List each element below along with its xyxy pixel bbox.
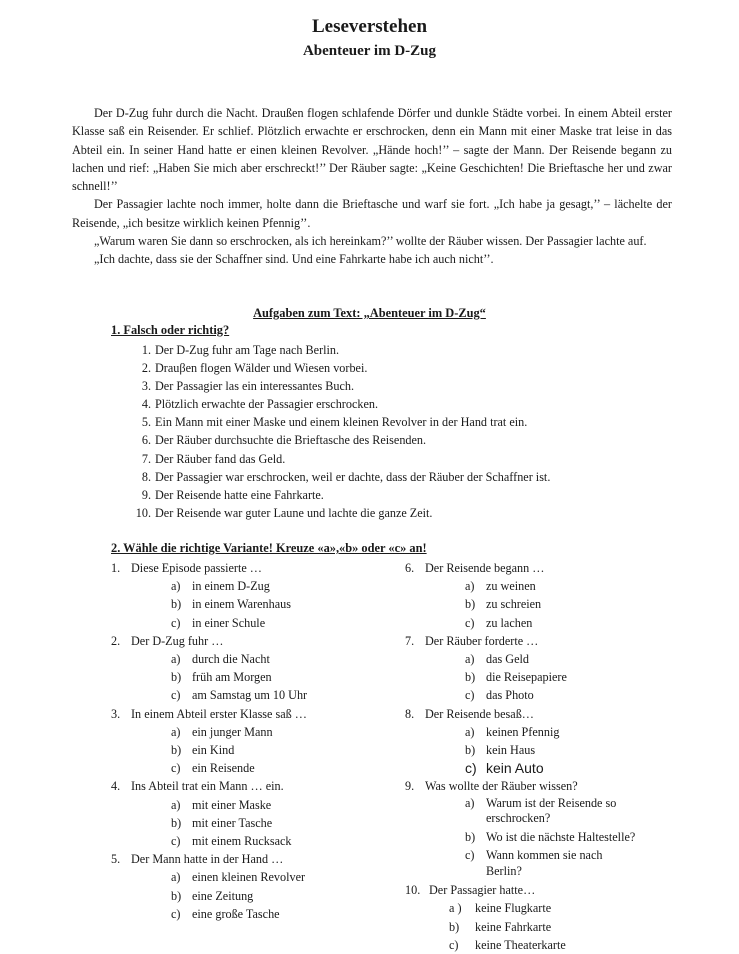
story-text [72,104,672,269]
option-letter: c) [465,848,475,863]
item-number: 7. [141,451,151,466]
questions-left-column [111,559,401,923]
section1-heading: 1. Falsch oder richtig? [111,323,230,337]
question-number: 10. [405,883,421,898]
answer-option [405,918,705,936]
option-letter: c) [465,615,475,630]
question-stem: Der Passagier hatte… [429,883,536,898]
option-text: keine Fahrkarte [475,919,552,934]
question-number: 8. [405,706,415,721]
answer-option [111,668,401,686]
option-text: Wann kommen sie nach Berlin? [486,848,603,878]
list-item [113,377,550,395]
option-text: die Reisepapiere [486,670,567,685]
answer-option [405,936,705,954]
option-text: kein Haus [486,743,536,758]
answer-option [111,796,401,814]
item-number: 6. [141,433,151,448]
answer-option [111,832,401,850]
option-letter: a) [171,797,181,812]
question [405,777,705,879]
option-text: ein Kind [192,743,235,758]
option-letter: c) [171,906,181,921]
list-item [113,413,550,431]
item-text: Drauβen flogen Wälder und Wiesen vorbei. [155,361,368,376]
answer-option [111,814,401,832]
question [111,632,401,705]
item-text: Der Reisende war guter Laune und lachte die ganze Zeit. [155,505,433,520]
option-letter: c) [171,615,181,630]
question-stem: Der Mann hatte in der Hand … [131,852,284,867]
option-letter: a) [465,652,475,667]
item-number: 9. [141,487,151,502]
option-letter: b) [465,743,476,758]
answer-option [111,741,401,759]
item-text: Der Räuber durchsuchte die Brieftasche des Reisenden. [155,433,427,448]
answer-option [111,577,401,595]
option-letter: c) [465,760,477,777]
option-text: einen kleinen Revolver [192,870,306,885]
item-number: 2. [141,361,151,376]
question-stem: Ins Abteil trat ein Mann … ein. [131,779,284,794]
question-stem: Der D-Zug fuhr … [131,633,224,648]
answer-option [405,577,705,595]
answer-option [111,723,401,741]
item-number: 4. [141,397,151,412]
true-false-list [113,341,550,522]
question-number: 9. [405,779,415,794]
option-text: das Geld [486,652,529,667]
answer-option [405,848,685,879]
item-number: 5. [141,415,151,430]
option-text: eine große Tasche [192,906,280,921]
story-paragraph: Der Passagier lachte noch immer, holte dann die Brieftasche und warf sie fort. „Ich habe ja gesagt,’’ – lächelte der Reisende, „ich besitze wirklich keinen Pfennig’’. [72,197,672,230]
list-item [113,359,550,377]
answer-option [405,595,705,613]
option-text: ein Reisende [192,761,255,776]
item-number: 3. [141,379,151,394]
option-letter: a) [465,579,475,594]
answer-option [405,650,705,668]
option-text: mit einer Tasche [192,815,273,830]
option-letter: b) [449,919,460,934]
question-stem: Der Räuber forderte … [425,633,539,648]
answer-option [405,723,705,741]
questions-right-column [405,559,705,954]
question-stem: In einem Abteil erster Klasse saß … [131,706,307,721]
option-letter: b) [171,815,182,830]
list-item [113,450,550,468]
option-letter: a) [171,652,181,667]
question-number: 7. [405,633,415,648]
question [111,850,401,923]
item-number: 10. [135,505,151,520]
answer-option [111,887,401,905]
question-stem: Der Reisende begann … [425,561,545,575]
option-text: eine Zeitung [192,888,254,903]
item-text: Der D-Zug fuhr am Tage nach Berlin. [155,343,340,357]
option-text: in einem Warenhaus [192,597,291,612]
option-text: mit einer Maske [192,797,272,812]
answer-option [405,899,705,917]
option-text: zu schreien [486,597,542,612]
list-item [113,431,550,449]
question-number: 2. [111,633,121,648]
story-paragraph: „Ich dachte, dass sie der Schaffner sind. Und eine Fahrkarte habe ich auch nicht’’. [94,252,494,267]
option-letter: a) [171,579,181,594]
option-text: das Photo [486,688,534,703]
question [405,632,705,705]
page-title: Leseverstehen [311,16,428,37]
option-letter: c) [465,688,475,703]
answer-option [111,595,401,613]
list-item [113,486,550,504]
story-paragraph: „Warum waren Sie dann so erschrocken, als ich hereinkam?’’ wollte der Räuber wissen. Der Passagier lachte auf. [94,234,647,249]
section2-heading: 2. Wähle die richtige Variante! Kreuze «a»,«b» oder «c» an! [111,541,427,555]
option-letter: b) [171,743,182,758]
item-text: Der Passagier war erschrocken, weil er dachte, dass der Räuber der Schaffner ist. [155,469,551,484]
page-subtitle: Abenteuer im D-Zug [302,43,437,59]
option-text: keine Theaterkarte [475,937,566,952]
answer-option [111,905,401,923]
item-text: Der Reisende hatte eine Fahrkarte. [155,487,324,502]
item-text: Der Passagier las ein interessantes Buch. [155,379,355,394]
option-text: früh am Morgen [192,670,272,685]
option-letter: b) [171,670,182,685]
list-item [113,468,550,486]
option-letter: b) [465,670,476,685]
answer-option [111,614,401,632]
option-letter: c) [171,834,181,849]
question-stem: Diese Episode passierte … [131,561,262,575]
option-letter: b) [171,597,182,612]
option-letter: a) [171,870,181,885]
option-text: zu weinen [486,579,536,594]
question-number: 4. [111,779,121,794]
list-item [113,341,550,359]
answer-option [405,830,685,846]
option-text: am Samstag um 10 Uhr [192,688,308,703]
option-letter: a) [171,724,181,739]
option-text: ein junger Mann [192,724,273,739]
option-text: in einer Schule [192,615,266,630]
question-number: 5. [111,852,121,867]
question [111,777,401,850]
list-item [113,504,550,522]
option-letter: c) [449,937,459,952]
answer-option [405,741,705,759]
answer-option [111,650,401,668]
answer-option [111,686,401,704]
option-letter: b) [171,888,182,903]
question-number: 6. [405,561,415,575]
question [111,559,401,632]
option-text: Warum ist der Reisende so erschrocken? [486,795,617,826]
question [405,881,705,954]
answer-option [405,668,705,686]
item-number: 1. [141,343,151,357]
question [111,705,401,778]
list-item [113,395,550,413]
question-stem: Was wollte der Räuber wissen? [425,779,578,794]
question [405,705,705,778]
option-letter: a ) [449,901,462,916]
question [405,559,705,632]
option-text: kein Auto [486,760,544,777]
question-number: 3. [111,706,121,721]
option-letter: c) [171,761,181,776]
item-text: Ein Mann mit einer Maske und einem kleinen Revolver in der Hand trat ein. [155,415,528,430]
option-text: durch die Nacht [192,652,270,667]
option-text: keine Flugkarte [475,901,552,916]
option-text: keinen Pfennig [486,724,560,739]
tasks-heading: Aufgaben zum Text: „Abenteuer im D-Zug“ [253,306,486,320]
option-letter: b) [465,829,476,844]
answer-option [111,868,401,886]
answer-option [405,796,685,827]
option-text: Wo ist die nächste Haltestelle? [486,829,636,844]
option-letter: b) [465,597,476,612]
item-number: 8. [141,469,151,484]
option-text: zu lachen [486,615,533,630]
answer-option [405,686,705,704]
story-paragraph: Der D-Zug fuhr durch die Nacht. Draußen flogen schlafende Dörfer und dunkle Städte vorbei. In einem Abteil erster Klasse saß ein Reisender. Er schlief. Plötzlich erwachte er erschrocken, denn ein Mann mit einer Maske trat leise in das Abteil ein. In seiner Hand hatte er einen kleinen Revolver. „Hände hoch!’’ – sagte der Mann. Der Reisende begann zu lachen und rief: „Haben Sie mich aber erschreckt!’’ Der Räuber sagte: „Keine Geschichten! Die Brieftasche her und zwar schnell!’’ [72,106,672,194]
item-text: Der Räuber fand das Geld. [155,451,286,466]
option-text: mit einem Rucksack [192,834,292,849]
question-number: 1. [111,561,121,575]
answer-option [405,759,705,777]
option-letter: a) [465,795,475,810]
option-letter: a) [465,724,475,739]
option-text: in einem D-Zug [192,579,270,594]
option-letter: c) [171,688,181,703]
answer-option [111,759,401,777]
item-text: Plötzlich erwachte der Passagier erschrocken. [155,397,379,412]
answer-option [405,614,705,632]
question-stem: Der Reisende besaß… [425,706,534,721]
